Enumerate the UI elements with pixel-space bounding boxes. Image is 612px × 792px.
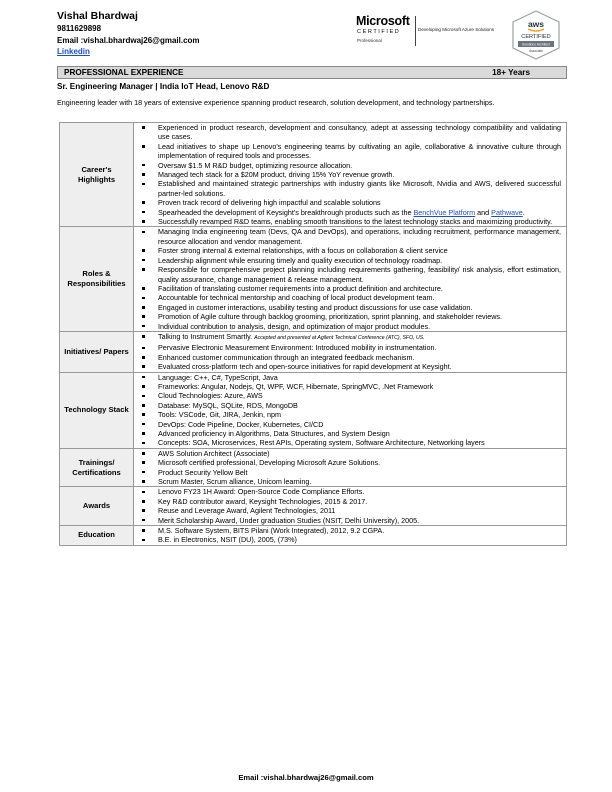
summary-text: Engineering leader with 18 years of extensive experience spanning product research, solution development, and technology partnerships. — [57, 98, 495, 107]
list-item: M.S. Software System, BITS Pilani (Work Integrated), 2012, 9.2 CGPA. — [134, 526, 561, 535]
aws-level-text: Associate — [529, 49, 543, 53]
section-header-bar — [57, 66, 567, 79]
roles-label: Roles & Responsibilities — [60, 227, 134, 330]
initiative-title: Talking to Instrument Smartly. — [158, 331, 253, 341]
current-role: Sr. Engineering Manager | India IoT Head, Lenovo R&D — [57, 82, 270, 91]
list-item: Advanced proficiency in Algorithms, Data Structures, and System Design — [134, 429, 561, 438]
tech-row — [60, 372, 566, 448]
list-item: B.E. in Electronics, NSIT (DU), 2005, (73%) — [134, 535, 561, 544]
awards-list — [134, 487, 561, 525]
list-item: Microsoft certified professional, Developing Microsoft Azure Solutions. — [134, 458, 561, 467]
initiatives-list — [134, 332, 561, 372]
experience-table — [59, 122, 567, 546]
list-item: Lead initiatives to shape up Lenovo's engineering teams by cultivating an agile, collaborative & innovative culture through implementation of required tools and processes. — [134, 142, 561, 161]
ms-cert-title: Developing Microsoft Azure Solutions — [418, 27, 495, 32]
list-item: Lenovo FY23 1H Award: Open-Source Code Compliance Efforts. — [134, 487, 561, 496]
awards-label: Awards — [60, 487, 134, 525]
trainings-list — [134, 449, 561, 487]
highlights-list — [134, 123, 561, 226]
list-item: Managing India engineering team (Devs, QA and DevOps), and operations, including recruitment, performance management, resource allocation and vendor management. — [134, 227, 561, 246]
list-item: Managed tech stack for a $20M product, driving 15% YoY revenue growth. — [134, 170, 561, 179]
spearhead-end: . — [522, 207, 525, 217]
list-item: Evaluated cross-platform tech and open-source initiatives for rapid development at Keysight. — [134, 362, 561, 371]
pathwave-link[interactable]: Pathwave — [491, 207, 523, 217]
list-item: Established and maintained strategic partnerships with industry giants like Microsoft, Nvidia and AWS, delivered successful partner-led solutions. — [134, 179, 561, 198]
list-item: Reuse and Leverage Award, Agilent Technologies, 2011 — [134, 506, 561, 515]
candidate-name: Vishal Bhardwaj — [57, 10, 138, 22]
footer-email: Email :vishal.bhardwaj26@gmail.com — [238, 773, 374, 782]
list-item: Foster strong internal & external relationships, with a focus on collaboration & client service — [134, 246, 561, 255]
list-item: Database: MySQL, SQLite, RDS, MongoDB — [134, 401, 561, 410]
roles-list — [134, 227, 561, 330]
initiatives-row — [60, 331, 566, 372]
ms-level-label: Professional — [357, 38, 382, 43]
list-item: Promotion of Agile culture through backlog grooming, prioritization, sprint planning, and stakeholder reviews. — [134, 312, 561, 321]
list-item: Successfully revamped R&D teams, enabling smooth transitions to the latest technology stacks and maximizing productivity. — [134, 217, 561, 226]
phone-number: 9811629898 — [57, 24, 102, 33]
linkedin-link[interactable]: Linkedin — [57, 47, 90, 56]
list-item: Concepts: SOA, Microservices, Rest APIs, Operating system, Software Architecture, Networking layers — [134, 438, 561, 447]
trainings-label: Trainings/ Certifications — [60, 449, 134, 487]
initiative-note: Accepted and presented at Agilent Technical Conference (ATC), SFO, US. — [254, 334, 425, 341]
list-item: Individual contribution to analysis, design, and optimization of major product modules. — [134, 322, 561, 331]
microsoft-certified-badge — [356, 14, 506, 48]
list-item: Engaged in customer interactions, usability testing and product discussions for use case validation. — [134, 303, 561, 312]
experience-years: 18+ Years — [492, 68, 530, 77]
spearhead-text: Spearheaded the development of Keysight's breakthrough products such as the — [158, 207, 414, 217]
education-row — [60, 525, 566, 545]
badge-divider — [415, 16, 416, 46]
list-item: Proven track record of delivering high impactful and scalable solutions — [134, 198, 561, 207]
spearhead-and: and — [475, 207, 492, 217]
education-label: Education — [60, 526, 134, 545]
awards-row — [60, 486, 566, 525]
highlights-label: Career's Highlights — [60, 123, 134, 226]
list-item: Pervasive Electronic Measurement Environment: Introduced mobility in instrumentation. — [134, 343, 561, 352]
education-list — [134, 526, 561, 545]
aws-logo-text: aws — [527, 19, 545, 29]
highlights-row — [60, 123, 566, 226]
list-item — [134, 208, 561, 217]
list-item: Enhanced customer communication through an integrated feedback mechanism. — [134, 353, 561, 362]
list-item: Scrum Master, Scrum alliance, Unicom learning. — [134, 477, 561, 486]
list-item: Merit Scholarship Award, Under graduation Studies (NSIT, Delhi University), 2005. — [134, 516, 561, 525]
list-item: Accountable for technical mentorship and coaching of local product development team. — [134, 293, 561, 302]
ms-certified-label: CERTIFIED — [357, 29, 401, 35]
list-item: Product Security Yellow Belt — [134, 468, 561, 477]
list-item — [134, 332, 561, 343]
tech-label: Technology Stack — [60, 373, 134, 448]
aws-certified-badge — [510, 10, 562, 60]
list-item: Leadership alignment while ensuring timely and quality execution of technology roadmap. — [134, 256, 561, 265]
email-address: Email :vishal.bhardwaj26@gmail.com — [57, 35, 200, 45]
list-item: Key R&D contributor award, Keysight Technologies, 2015 & 2017. — [134, 497, 561, 506]
tech-list — [134, 373, 561, 448]
list-item: Oversaw $1.5 M R&D budget, optimizing resource allocation. — [134, 161, 561, 170]
list-item: Facilitation of translating customer requirements into a product definition and architecture. — [134, 284, 561, 293]
trainings-row — [60, 448, 566, 487]
benchvue-link[interactable]: BenchVue Platform — [413, 207, 476, 217]
roles-row — [60, 226, 566, 330]
aws-certified-label: CERTIFIED — [521, 34, 551, 40]
list-item: DevOps: Code Pipeline, Docker, Kubernetes, CI/CD — [134, 420, 561, 429]
list-item: Cloud Technologies: Azure, AWS — [134, 391, 561, 400]
list-item: Responsible for comprehensive project planning including requirements gathering, feasibility/ risk analysis, effort estimation, quality assurance, change management & release management. — [134, 265, 561, 284]
initiatives-label: Initiatives/ Papers — [60, 332, 134, 372]
section-title: PROFESSIONAL EXPERIENCE — [64, 68, 184, 77]
list-item: Tools: VSCode, Git, JIRA, Jenkin, npm — [134, 410, 561, 419]
list-item: AWS Solution Architect (Associate) — [134, 449, 561, 458]
list-item: Frameworks: Angular, Nodejs, Qt, WPF, WCF, Hibernate, SpringMVC, .Net Framework — [134, 382, 561, 391]
header — [57, 9, 200, 58]
microsoft-logo-text: Microsoft — [356, 14, 410, 28]
list-item: Experienced in product research, development and consultancy, adept at assessing technology compatibility and validating use cases. — [134, 123, 561, 142]
list-item: Language: C++, C#, TypeScript, Java — [134, 373, 561, 382]
aws-role-text: Solutions Architect — [522, 42, 550, 47]
